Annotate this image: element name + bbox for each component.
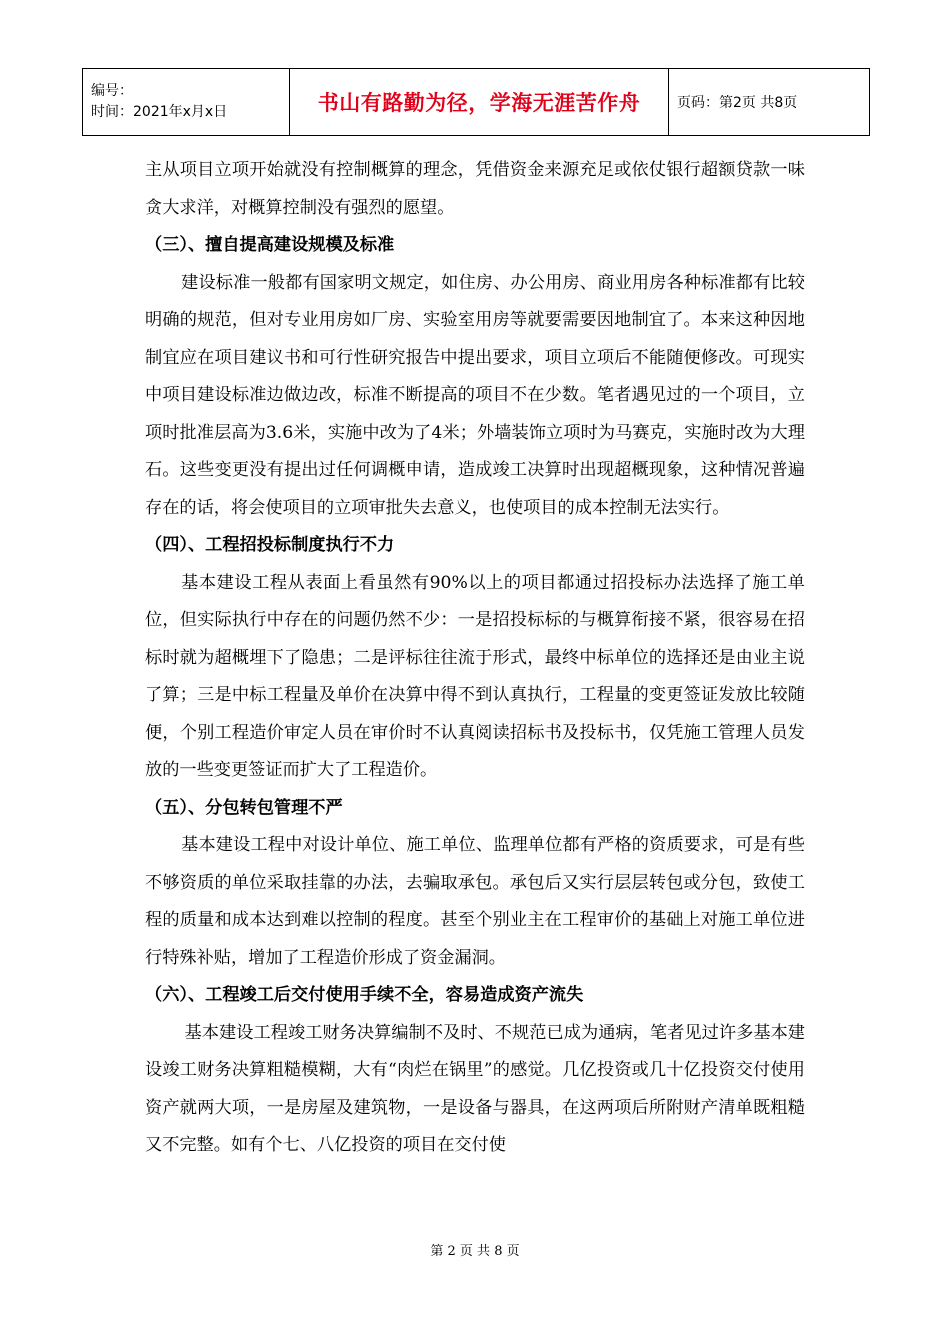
- paragraph-section-4: 基本建设工程从表面上看虽然有90%以上的项目都通过招投标办法选择了施工单位，但实际执行中存在的问题仍然不少：一是招投标标的与概算衔接不紧，很容易在招标时就为超概埋下了隐患；二是评标往往流于形式，最终中标单位的选择还是由业主说了算；三是中标工程量及单价在决算中得不到认真执行，工程量的变更签证发放比较随便，个别工程造价审定人员在审价时不认真阅读招标书及投标书，仅凭施工管理人员发放的一些变更签证而扩大了工程造价。: [145, 572, 805, 780]
- paragraph-section-6: 基本建设工程竣工财务决算编制不及时、不规范已成为通病，笔者见过许多基本建设竣工财务决算粗糙模糊，大有“肉烂在锅里”的感觉。几亿投资或几十亿投资交付使用资产就两大项，一是房屋及建筑物，一是设备与器具，在这两项后所附财产清单既粗糙又不完整。如有个七、八亿投资的项目在交付使: [145, 1022, 805, 1155]
- paragraph-section-5: 基本建设工程中对设计单位、施工单位、监理单位都有严格的资质要求，可是有些不够资质的单位采取挂靠的办法，去骗取承包。承包后又实行层层转包或分包，致使工程的质量和成本达到难以控制的程度。甚至个别业主在工程审价的基础上对施工单位进行特殊补贴，增加了工程造价形成了资金漏洞。: [145, 835, 805, 968]
- header-motto: 书山有路勤为径，学海无涯苦作舟: [290, 69, 669, 136]
- paragraph-continued: 主从项目立项开始就没有控制概算的理念，凭借资金来源充足或依仗银行超额贷款一味贪大求洋，对概算控制没有强烈的愿望。: [145, 160, 805, 218]
- number-label: 编号：: [91, 83, 133, 99]
- paragraph-section-3: 建设标准一般都有国家明文规定，如住房、办公用房、商业用房各种标准都有比较明确的规范，但对专业用房如厂房、实验室用房等就要需要因地制宜了。本来这种因地制宜应在项目建议书和可行性研究报告中提出要求，项目立项后不能随便修改。可现实中项目建设标准边做边改，标准不断提高的项目不在少数。笔者遇见过的一个项目，立项时批准层高为3.6米，实施中改为了4米；外墙装饰立项时为马赛克，实施时改为大理石。这些变更没有提出过任何调概申请，造成竣工决算时出现超概现象，这种情况普遍存在的话，将会使项目的立项审批失去意义，也使项目的成本控制无法实行。: [145, 272, 805, 518]
- header-meta: [83, 69, 290, 136]
- page-footer: 第 2 页 共 8 页: [430, 1244, 520, 1259]
- section-heading-3: （三）、擅自提高建设规模及标准: [145, 235, 395, 255]
- document-body: [145, 152, 805, 1165]
- document-header: [82, 68, 870, 136]
- section-heading-6: （六）、工程竣工后交付使用手续不全，容易造成资产流失: [145, 985, 584, 1005]
- time-label: 时间：2021年x月x日: [91, 104, 228, 120]
- header-page-label: 页码：第2页 共8页: [669, 69, 870, 136]
- section-heading-4: （四）、工程招投标制度执行不力: [145, 535, 395, 555]
- section-heading-5: （五）、分包转包管理不严: [145, 797, 343, 818]
